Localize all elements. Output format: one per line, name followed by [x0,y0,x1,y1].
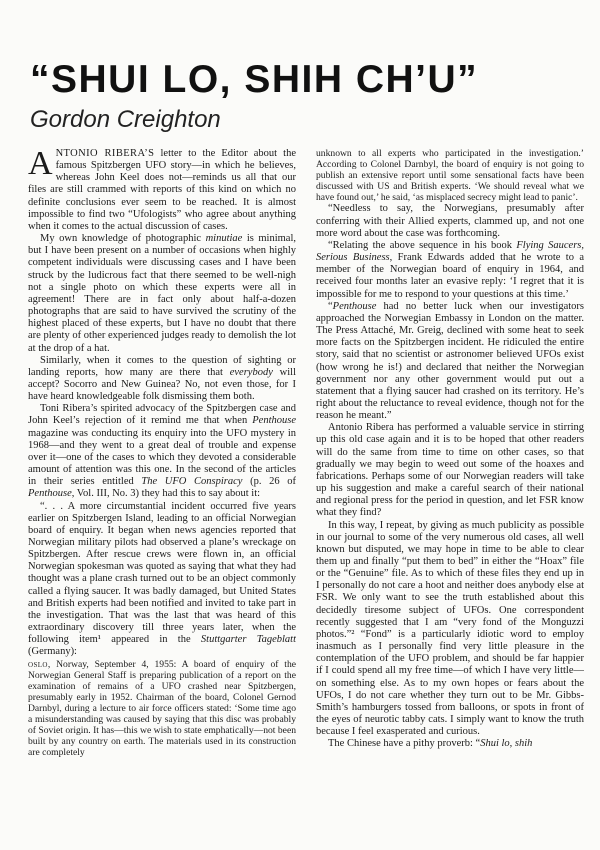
paragraph-text: , Frank Edwards added that he wrote to a member of the Norwegian board of enquiry in 1964, and received four months later an evasive reply: ‘I regret that it is impossible for me to respond to your questions at this time.’ [316,252,584,300]
paragraph-text: “Relating the above sequence in his book [328,239,517,251]
paragraph-text: Similarly, when it comes to the question of sighting or landing reports, how many are there that [28,354,296,378]
italic-text: Flying Saucers, Serious Business [316,239,584,264]
paragraph-text: My own knowledge of photographic [40,233,206,245]
paragraph-text: Antonio Ribera has performed a valuable service in stirring up this old case again and it is to be hoped that other readers will do the same from time to time on other cases, so that gradually we may begin to weed out some of the hoaxes and fabrications. Perhaps some of our Norwegian readers will take up his suggestion and make a careful search of their national and regional press for the period in question, and let FSR know what they find? [316,422,584,519]
italic-text: Penthouse [332,300,377,312]
italic-text: minutiae [205,233,243,245]
italic-text: Stuttgarter Tageblatt [200,634,296,646]
left-column [28,148,296,842]
paragraph-text: letter to the Editor about the famous Spitzbergen UFO story—in which he believes, whereas John Keel does not—reminds us all that our files are still crammed with reports of this kind on which no definite conclusions ever seem to be reached. It is almost impossible to find two “Ufologists” who agree about anything when it comes to the actual discussion of cases. [28,148,296,232]
italic-text: Penthouse [28,488,72,500]
paragraph-10 [316,520,584,739]
paragraph-text: is minimal, but I have been present on a number of occasions when highly competent individuals were discussing cases and I have been struck by the ludicrous fact that there seemed to be well-nigh not a single photo on which these experts were all in agreement! There are in fact only about half-a-dozen photographs that are said to have survived the scrutiny of the highest placed of these experts, but I have no doubt that there are plenty of other experienced judges ready to demolish the lot at the drop of a hat. [28,233,296,354]
paragraph-text: The Chinese have a pithy proverb: “ [328,738,481,750]
paragraph-11 [316,738,584,750]
dateline-place: oslo [28,658,48,670]
paragraph-9 [316,422,584,519]
italic-text: The UFO Conspiracy [141,476,243,488]
paragraph-text: , Norway, September 4, 1955: A board of enquiry of the Norwegian General Staff is preparing publication of a report on the examination of remains of a UFO crashed near Spitzbergen, presumably early in 1952. Chairman of the board, Colonel Gernod Darnbyl, during a lecture to air force officers stated: ‘Some time ago a misunderstanding was caused by saying that this disc was probably of Soviet origin. It has—this we wish to state emphatically—not been built by any country on earth. The materials used in its construction are completely [28,658,296,759]
article-title: “SHUI LO, SHIH CH’U” [30,58,479,101]
article-author: Gordon Creighton [30,106,221,133]
quoted-item [28,659,296,759]
paragraph-2 [28,233,296,355]
italic-text: Shui lo, shih [480,738,533,750]
paragraph-3 [28,355,296,404]
right-column [316,148,584,842]
paragraph-6 [316,203,584,239]
paragraph-text: unknown to all experts who participated in the investigation.’ According to Colonel Darnbyl, the board of enquiry is not going to publish an extensive report until some sensational facts have been discussed with US and British experts. ‘We should reveal what we have found out,’ he said, ‘as misplaced secrecy might lead to panic’. [316,148,584,204]
paragraph-text: “. . . A more circumstantial incident occurred five years earlier on Spitzbergen Island, leading to an official Norwegian board of enquiry. It began when news agencies reported that Norwegian military pilots had observed a plane’s wreckage on Spitzbergen. After rescue crews were flown in, an official Norwegian spokesman was quoted as saying that what they had thought was a plane crash turned out to be an object commonly called a flying saucer. It was badly damaged, but United States and British experts had been notified and invited to take part in the investigation. That was the last that was heard of this extraordinary discovery till three years later, when the following item¹ appeared in the [28,500,296,646]
paragraph-text: magazine was conducting its enquiry into the UFO mystery in 1968—and they went to a great deal of trouble and expense over it—one of the cases to which they devoted a considerable amount of attention was this one. In the second of the articles in their series entitled [28,427,296,488]
paragraph-8 [316,301,584,423]
paragraph-text: (Germany): [28,646,77,658]
paragraph-text: had no better luck when our investigators approached the Norwegian Embassy in London on the matter. The Press Attaché, Mr. Greig, declined with some heat to seek more facts on the Spitzbergen incident. He ridiculed the entire story, said that no scientist or astronomer believed UFOs exist (how wrong he is!) and declared that neither the Norwegian government nor any other government would put out a statement that a flying saucer had crashed on its territory. He’s right about the reluctance to reveal evidence, though not for the reason he meant.” [316,300,584,422]
paragraph-text: Toni Ribera’s spirited advocacy of the Spitzbergen case and John Keel’s rejection of it remind me that when [28,403,296,427]
drop-cap: A [28,148,53,182]
paragraph-4 [28,403,296,500]
paragraph-text: In this way, I repeat, by giving as much publicity as possible in our journal to some of the very numerous old cases, all well known but disputed, we may hope in time to be able to clear them up and finally “put them to bed” in either the “Hoax” file or the “Genuine” file. As to which of these files they end up in I personally do not care a hoot and neither does anybody else at FSR. We only want to see the truth established about this decidedly tiresome subject of UFOs. One correspondent recently suggested that I am “very fond of the Monguzzi photos.”² “Fond” is a particularly idiotic word to employ inasmuch as I personally find very little pleasure in the contemplation of the UFO problem, and should be far happier if I could spend all my free time—of which I have very little—on something else. As to my own hopes or fears about the UFOs, I do not care whether they turn out to be Mr. Gibbs-Smith’s hamburgers tossed from balloons, or spots in front of the eyes of neurotic tabby cats. I simply want to know the truth because I feel exasperated and curious. [316,519,584,738]
paragraph-text: (p. 26 of [242,476,296,488]
paragraph-7 [316,240,584,301]
paragraph-text: “ [328,300,333,312]
paragraph-text: will accept? Socorro and New Guinea? No, not even those, for I have heard knowledgeable folk dismissing them both. [28,366,296,403]
paragraph-text: , Vol. III, No. 3) they had this to say about it: [71,488,261,500]
paragraph-1 [28,148,296,233]
quoted-item-continued [316,148,584,203]
opening-name: NTONIO RIBERA’S [55,148,155,159]
italic-text: everybody [229,366,273,378]
paragraph-5 [28,501,296,659]
paragraph-text: “Needless to say, the Norwegians, presumably after conferring with their Allied experts, clammed up, and not one more word about the case was forthcoming. [316,203,584,239]
italic-text: Penthouse [252,415,296,427]
